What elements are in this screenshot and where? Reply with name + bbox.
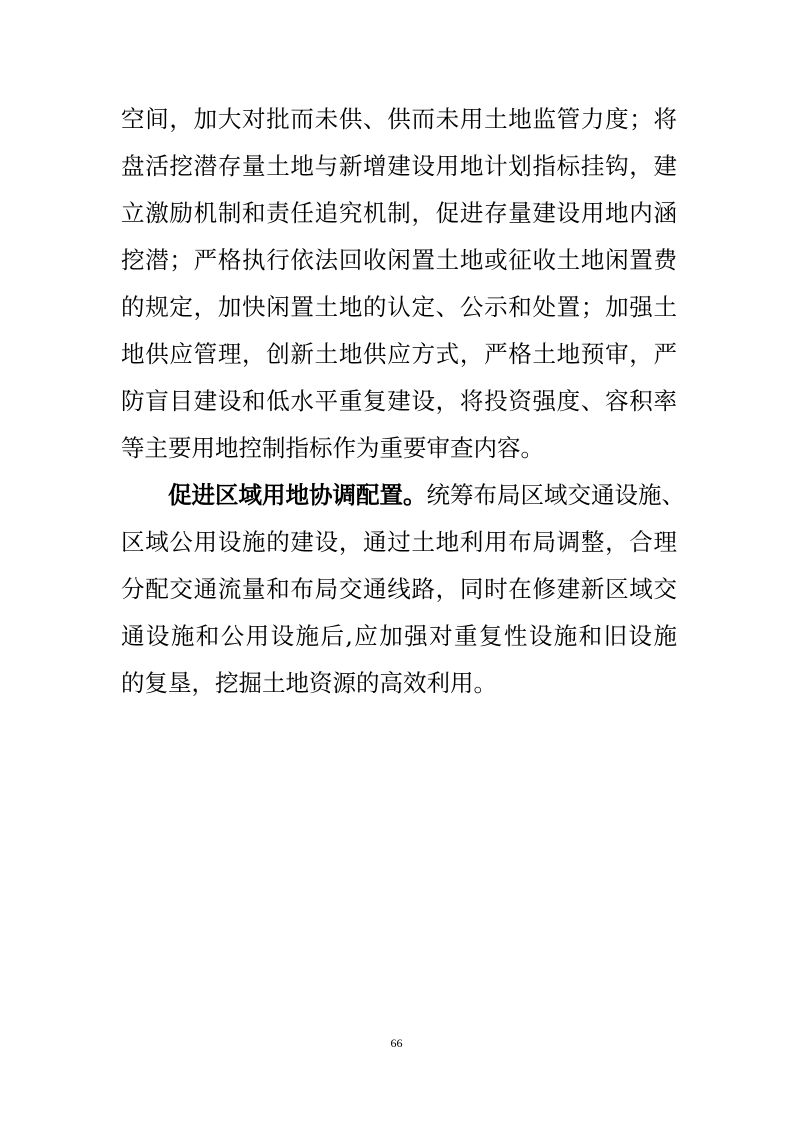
paragraph-regional-coordination <box>121 472 685 707</box>
text-line: 挖潜；严格执行依法回收闲置土地或征收土地闲置费 <box>121 246 677 274</box>
paragraph-land-supervision <box>121 96 677 472</box>
text-line: 地供应管理，创新土地供应方式，严格土地预审，严 <box>121 340 677 368</box>
body-text <box>121 96 685 707</box>
text-line: 的复垦，挖掘土地资源的高效利用。 <box>121 669 497 697</box>
text-line: 盘活挖潜存量土地与新增建设用地计划指标挂钩，建 <box>121 152 677 180</box>
text-line: 空间，加大对批而未供、供而未用土地监管力度；将 <box>121 105 677 133</box>
text-line: 等主要用地控制指标作为重要审查内容。 <box>121 434 544 462</box>
paragraph-heading: 促进区域用地协调配置。 <box>168 481 427 509</box>
page-number: 66 <box>390 1036 403 1050</box>
text-line: 防盲目建设和低水平重复建设，将投资强度、容积率 <box>121 387 677 415</box>
text-line: 分配交通流量和布局交通线路，同时在修建新区域交 <box>121 575 677 603</box>
text-line: 通设施和公用设施后,应加强对重复性设施和旧设施 <box>121 622 677 650</box>
text-line-first <box>121 472 685 519</box>
text-line: 的规定，加快闲置土地的认定、公示和处置；加强土 <box>121 293 677 321</box>
text-line: 立激励机制和责任追究机制，促进存量建设用地内涵 <box>121 199 677 227</box>
text-line: 区域公用设施的建设，通过土地利用布局调整，合理 <box>121 528 677 556</box>
text-run: 统筹布局区域交通设施、 <box>426 481 685 509</box>
